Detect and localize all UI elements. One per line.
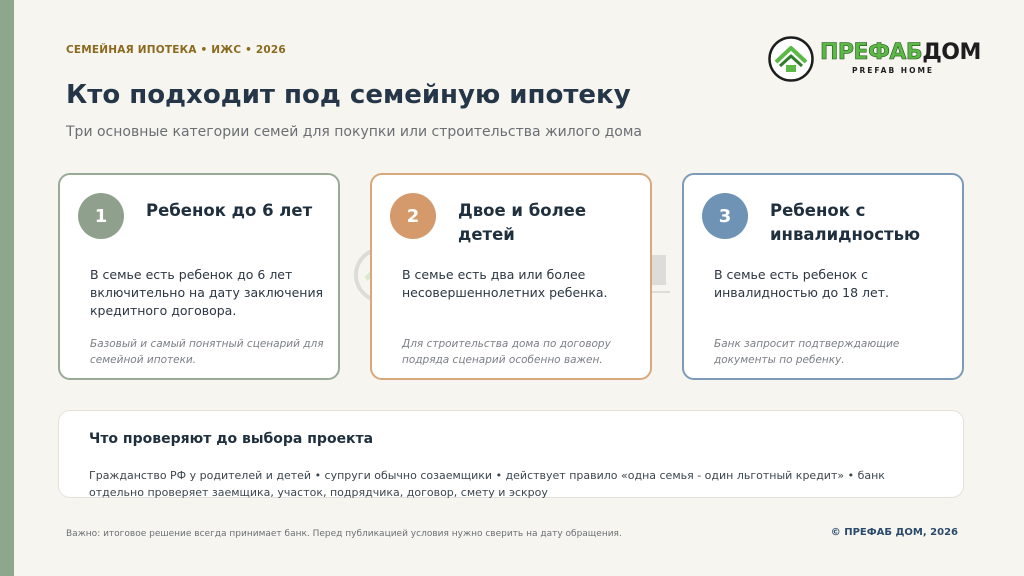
house-roof-icon — [768, 36, 814, 82]
category-title: Двое и более детей — [458, 201, 587, 244]
category-number-badge: 3 — [702, 193, 748, 239]
category-description: В семье есть ребенок до 6 лет включительно на дату заключения кредитного договора. — [90, 267, 324, 318]
logo-wordmark: ПРЕФАБДОМ — [820, 40, 981, 65]
checks-panel — [58, 410, 964, 498]
category-number-badge: 1 — [78, 193, 124, 239]
checks-title: Что проверяют до выбора проекта — [89, 431, 374, 447]
category-note: Для строительства дома по договору подряда сценарий особенно важен. — [402, 338, 611, 366]
category-card-3 — [682, 173, 964, 380]
footer-copyright: © ПРЕФАБ ДОМ, 2026 — [830, 527, 958, 538]
category-number-badge: 2 — [390, 193, 436, 239]
category-description: В семье есть ребенок с инвалидностью до 18 лет. — [714, 267, 889, 300]
brand-logo — [768, 36, 981, 84]
category-card-1 — [58, 173, 340, 380]
eyebrow-label: СЕМЕЙНАЯ ИПОТЕКА • ИЖС • 2026 — [66, 44, 286, 56]
category-note: Базовый и самый понятный сценарий для семейной ипотеки. — [90, 338, 324, 366]
category-title: Ребенок до 6 лет — [146, 201, 313, 220]
category-title: Ребенок с инвалидностью — [770, 201, 921, 244]
checks-text: Гражданство РФ у родителей и детей • супруги обычно созаемщики • действует правило «одна семья - один льготный кредит» • банк отдельно проверяет заемщика, участок, подрядчика, договор, смету и эскроу — [89, 469, 885, 499]
category-description: В семье есть два или более несовершеннолетних ребенка. — [402, 267, 608, 300]
left-accent-bar — [0, 0, 14, 576]
page-title: Кто подходит под семейную ипотеку — [66, 80, 631, 110]
footer-disclaimer: Важно: итоговое решение всегда принимает банк. Перед публикацией условия нужно сверить на дату обращения. — [66, 529, 622, 539]
page-subtitle: Три основные категории семей для покупки или строительства жилого дома — [66, 124, 642, 140]
category-card-2 — [370, 173, 652, 380]
category-note: Банк запросит подтверждающие документы по ребенку. — [714, 338, 900, 366]
logo-tagline: PREFAB HOME — [852, 66, 935, 75]
